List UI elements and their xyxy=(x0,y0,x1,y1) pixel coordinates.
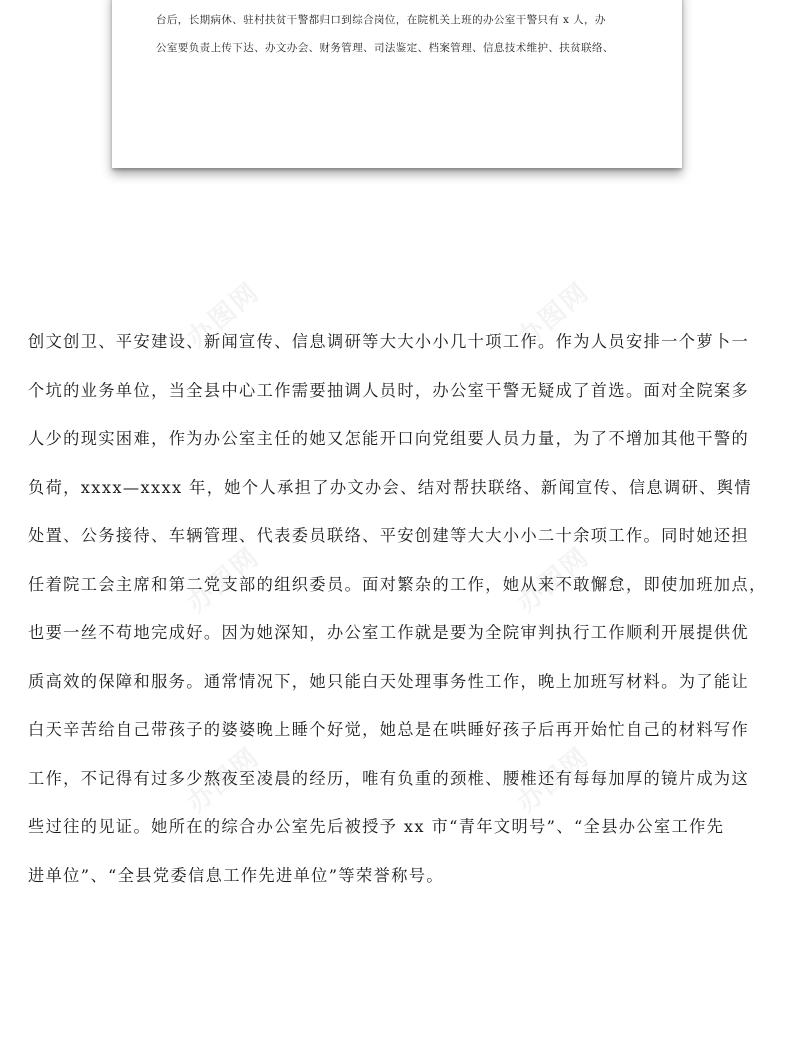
body-line: 任着院工会主席和第二党支部的组织委员。面对繁杂的工作，她从来不敢懈怠，即使加班加点， xyxy=(28,574,767,594)
watermark: 办图网 xyxy=(181,276,266,354)
body-line: 也要一丝不苟地完成好。因为她深知，办公室工作就是要为全院审判执行工作顺利开展提供优 xyxy=(28,623,750,642)
watermark: 办图网 xyxy=(511,541,596,619)
body-line: 负荷，xxxx—xxxx 年，她个人承担了办文办会、结对帮扶联络、新闻宣传、信息调研、舆情 xyxy=(28,477,752,497)
body-line: 人少的现实困难，作为办公室主任的她又怎能开口向党组要人员力量，为了不增加其他干警的 xyxy=(28,429,750,448)
body-paragraph xyxy=(28,322,778,904)
body-line: 质高效的保障和服务。通常情况下，她只能白天处理事务性工作，晚上加班写材料。为了能让 xyxy=(28,671,750,691)
body-line: 些过往的见证。她所在的综合办公室先后被授予 xx 市“青年文明号”、“全县办公室工作先 xyxy=(28,817,725,836)
watermark: 办图网 xyxy=(181,741,266,819)
body-line: 白天辛苦给自己带孩子的婆婆晚上睡个好觉，她总是在哄睡好孩子后再开始忙自己的材料写作 xyxy=(28,720,750,739)
body-line: 工作，不记得有过多少熬夜至凌晨的经历，唯有负重的颈椎、腰椎还有每每加厚的镜片成为这 xyxy=(28,768,750,788)
card-text-line: 公室要负责上传下达、办文办会、财务管理、司法鉴定、档案管理、信息技术维护、扶贫联络、 xyxy=(156,42,614,54)
document-preview-card xyxy=(112,0,682,168)
body-line: 处置、公务接待、车辆管理、代表委员联络、平安创建等大大小小二十余项工作。同时她还担 xyxy=(28,526,750,545)
watermark: 办图网 xyxy=(511,741,596,819)
body-line: 个坑的业务单位，当全县中心工作需要抽调人员时，办公室干警无疑成了首选。面对全院案多 xyxy=(28,380,750,400)
body-line: 创文创卫、平安建设、新闻宣传、信息调研等大大小小几十项工作。作为人员安排一个萝卜一 xyxy=(28,332,750,351)
body-line: 进单位”、“全县党委信息工作先进单位”等荣誉称号。 xyxy=(28,865,444,885)
watermark: 办图网 xyxy=(181,541,266,619)
watermark: 办图网 xyxy=(511,276,596,354)
card-text-line: 台后，长期病休、驻村扶贫干警都归口到综合岗位，在院机关上班的办公室干警只有 x 人，办 xyxy=(156,14,606,26)
